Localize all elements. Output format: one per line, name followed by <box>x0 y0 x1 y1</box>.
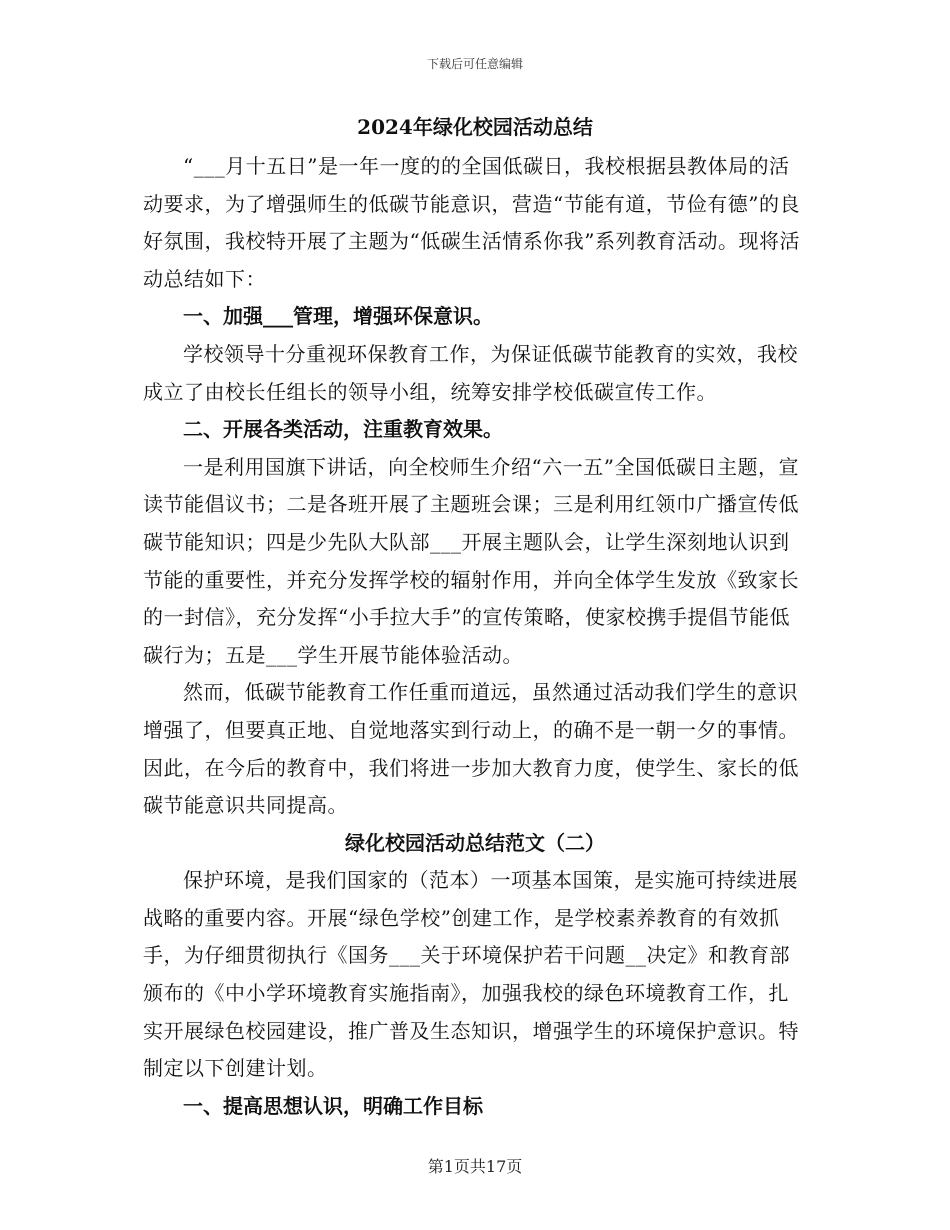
part2-heading-1: 一、提高思想认识，明确工作目标 <box>183 1093 483 1118</box>
document-body <box>143 106 807 1125</box>
part2-paragraph: 保护环境，是我们国家的（范本）一项基本国策，是实施可持续进展战略的重要内容。开展“绿色学校”创建工作，是学校素养教育的有效抓手，为仔细贯彻执行《国务___关于环境保护若干问题__决定》和教育部颁布的《中小学环境教育实施指南》，加强我校的绿色环境教育工作，扎实开展绿色校园建设，推广普及生态知识，增强学生的环境保护意识。特制定以下创建计划。 <box>143 868 799 1081</box>
section1-paragraph: 学校领导十分重视环保教育工作，为保证低碳节能教育的实效，我校成立了由校长任组长的领导小组，统筹安排学校低碳宣传工作。 <box>143 341 798 404</box>
header-note: 下载后可任意编辑 <box>426 57 523 71</box>
intro-paragraph: “___月十五日”是一年一度的的全国低碳日，我校根据县教体局的活动要求，为了增强师生的低碳节能意识，营造“节能有道，节俭有德”的良好氛围，我校特开展了主题为“低碳生活情系你我”系列教育活动。现将活动总结如下： <box>143 154 800 291</box>
conclusion-paragraph: 然而，低碳节能教育工作任重而道远，虽然通过活动我们学生的意识增强了，但要真正地、自觉地落实到行动上，的确不是一朝一夕的事情。因此，在今后的教育中，我们将进一步加大教育力度，使学生、家长的低碳节能意识共同提高。 <box>143 680 799 818</box>
section2-heading: 二、开展各类活动，注重教育效果。 <box>183 417 503 442</box>
section2-paragraph: 一是利用国旗下讲话，向全校师生介绍“六一五”全国低碳日主题，宣读节能倡议书；二是各班开展了主题班会课；三是利用红领巾广播宣传低碳节能知识；四是少先队大队部___开展主题队会，让学生深刻地认识到节能的重要性，并充分发挥学校的辐射作用，并向全体学生发放《致家长的一封信》，充分发挥“小手拉大手”的宣传策略，使家校携手提倡节能低碳行为；五是___学生开展节能体验活动。 <box>143 454 799 667</box>
part2-title: 绿化校园活动总结范文（二） <box>345 830 605 855</box>
page-number: 第1页共17页 <box>427 1157 523 1176</box>
section1-heading: 一、加强___管理，增强环保意识。 <box>183 304 493 329</box>
document-title: 2024年绿化校园活动总结 <box>357 115 593 139</box>
